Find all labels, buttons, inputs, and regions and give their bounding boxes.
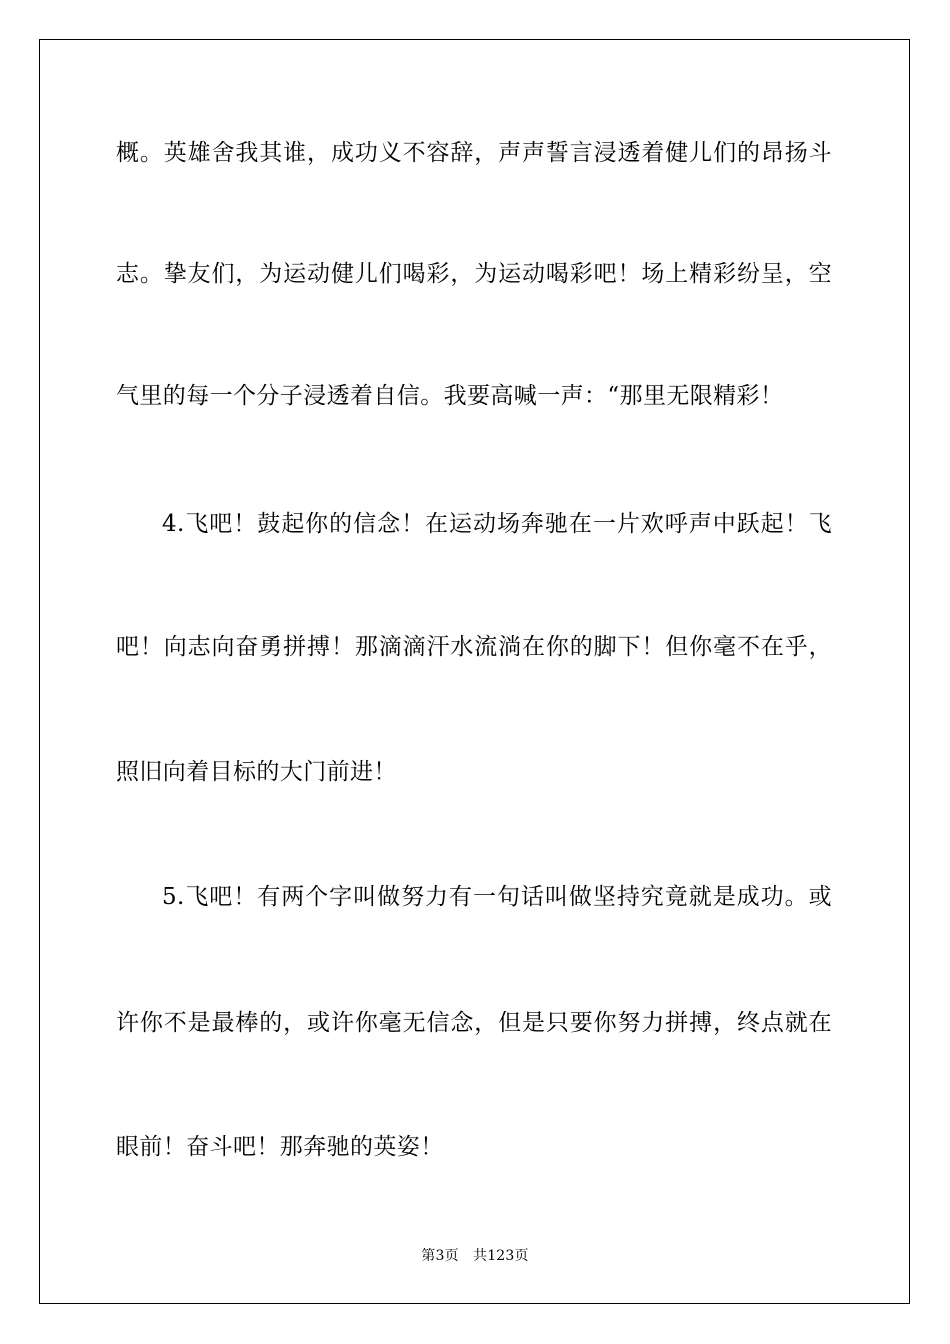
body-line-7: 5.飞吧！有两个字叫做努力有一句话叫做坚持究竟就是成功。或 (162, 884, 832, 910)
body-line-5: 吧！向志向奋勇拼搏！那滴滴汗水流淌在你的脚下！但你毫不在乎， (116, 634, 832, 660)
page-number-footer: 第3页 共123页 (421, 1248, 529, 1264)
body-line-9: 眼前！奋斗吧！那奔驰的英姿！ (116, 1134, 444, 1160)
body-line-4: 4.飞吧！鼓起你的信念！在运动场奔驰在一片欢呼声中跃起！飞 (162, 511, 832, 537)
body-line-1: 概。英雄舍我其谁，成功义不容辞，声声誓言浸透着健儿们的昂扬斗 (116, 140, 832, 166)
body-line-2: 志。挚友们，为运动健儿们喝彩，为运动喝彩吧！场上精彩纷呈，空 (116, 261, 832, 287)
body-line-3: 气里的每一个分子浸透着自信。我要高喊一声：“那里无限精彩！ (116, 383, 784, 409)
page-border (39, 39, 910, 1304)
body-line-8: 许你不是最棒的，或许你毫无信念，但是只要你努力拼搏，终点就在 (116, 1010, 832, 1036)
body-line-6: 照旧向着目标的大门前进！ (116, 759, 397, 785)
